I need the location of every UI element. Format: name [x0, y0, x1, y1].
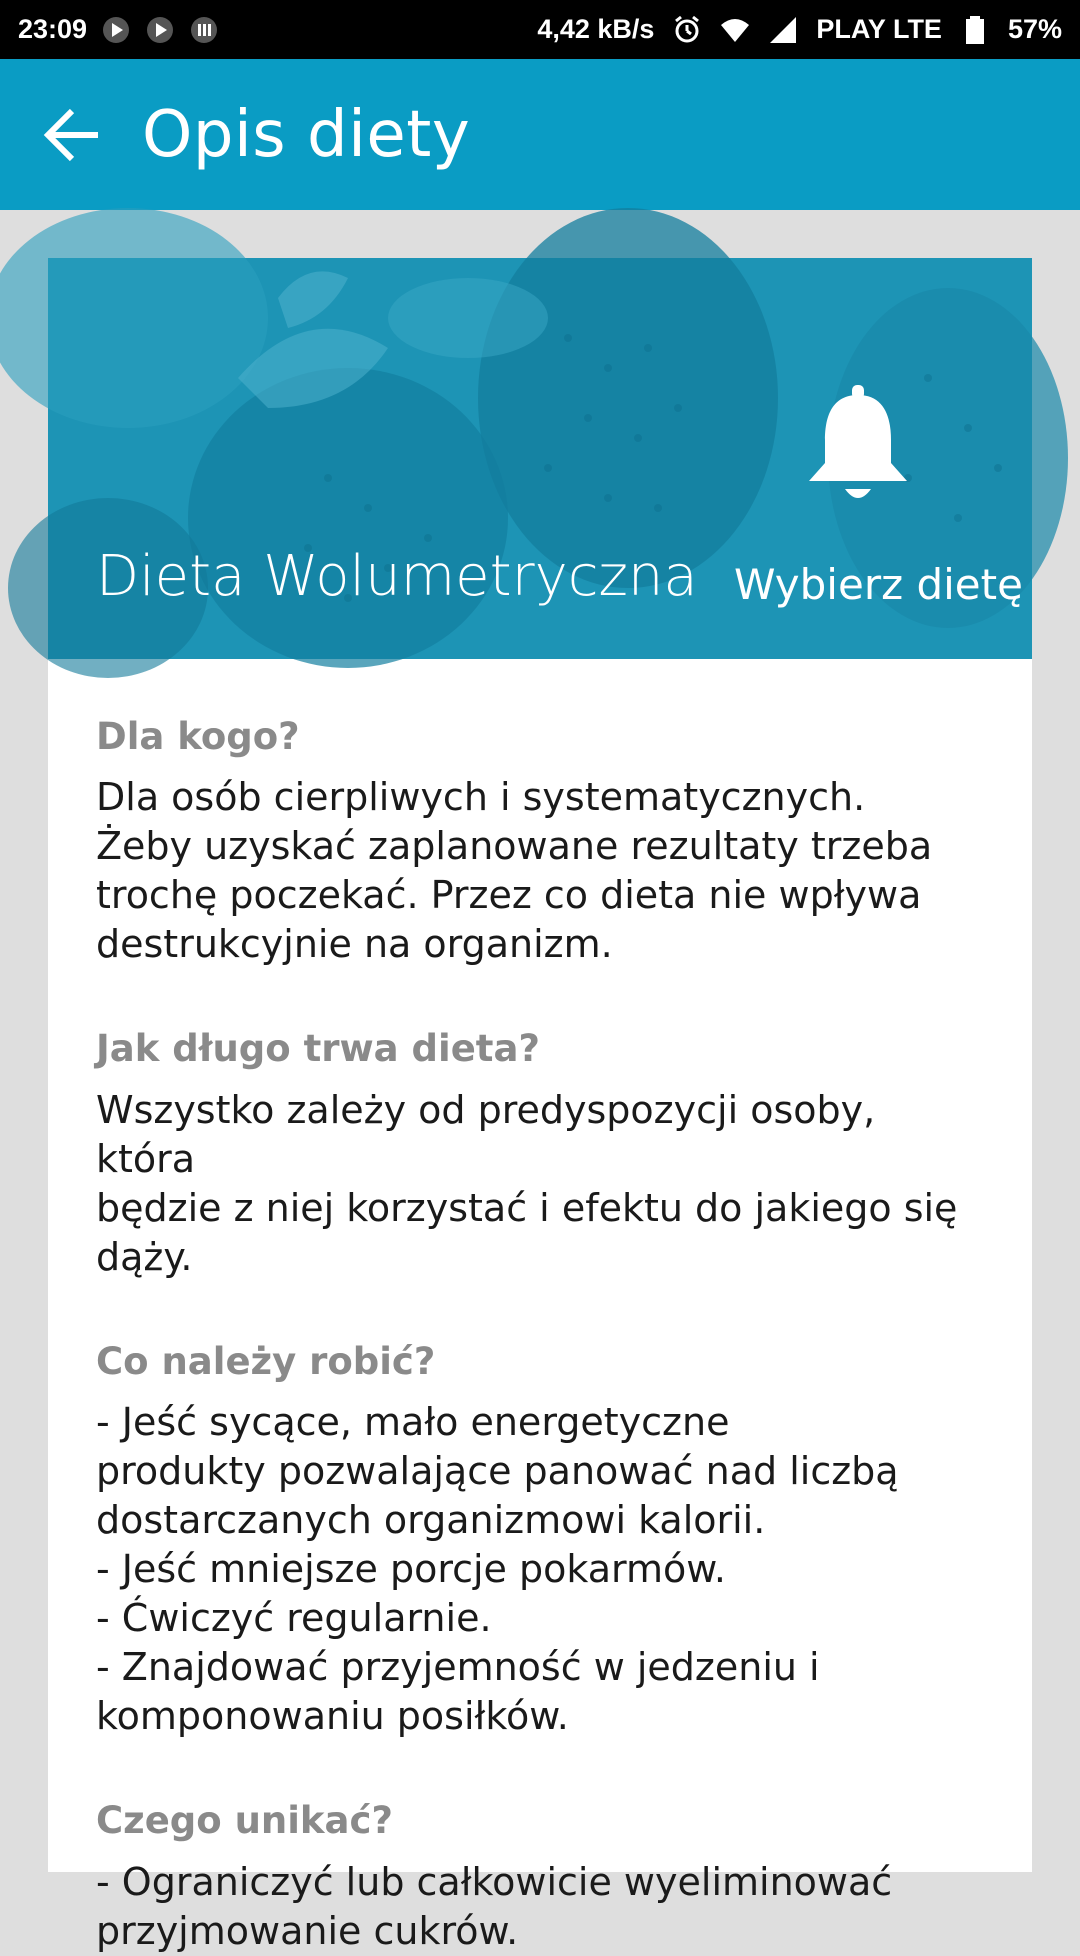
diet-name: Dieta Wolumetryczna — [96, 544, 698, 609]
page-title: Opis diety — [142, 97, 471, 172]
section-body: Dla osób cierpliwych i systematycznych. Żeby uzyskać zaplanowane rezultaty trzeba trochę poczekać. Przez co dieta nie wpływa destrukcyjnie na organizm. — [96, 775, 933, 967]
play-notification-icon — [101, 15, 131, 45]
section-todo — [96, 1340, 984, 1741]
section-heading: Czego unikać? — [96, 1799, 393, 1843]
status-time: 23:09 — [18, 14, 88, 44]
section-duration — [96, 1027, 984, 1281]
section-body: Wszystko zależy od predyspozycji osoby, która będzie z niej korzystać i efektu do jakiego się dąży. — [96, 1087, 958, 1279]
diet-description — [48, 659, 1032, 1956]
bell-icon — [803, 385, 913, 513]
battery-percent: 57% — [1007, 14, 1062, 44]
diet-hero — [48, 258, 1032, 659]
choose-diet-button[interactable]: Wybierz dietę — [734, 560, 1023, 609]
section-body: - Ograniczyć lub całkowicie wyeliminować przyjmowanie cukrów. — [96, 1859, 893, 1953]
wifi-icon — [720, 15, 750, 45]
carrier-name: PLAY LTE — [816, 14, 942, 44]
status-bar — [0, 0, 1080, 59]
play-notification-icon-2 — [145, 15, 175, 45]
app-bar — [0, 59, 1080, 210]
alarm-icon — [672, 15, 702, 45]
section-heading: Jak długo trwa dieta? — [96, 1027, 540, 1071]
section-body: - Jeść sycące, mało energetyczne produkty pozwalające panować nad liczbą dostarczanych organizmowi kalorii. - Jeść mniejsze porcje pokarmów. - Ćwiczyć regularnie. - Znajdować przyjemność w jedzeniu i komponowaniu posiłków. — [96, 1400, 899, 1739]
notification-bell-button[interactable] — [800, 384, 916, 514]
arrow-back-icon — [42, 105, 102, 165]
section-who — [96, 715, 984, 969]
back-button[interactable] — [36, 99, 108, 171]
signal-icon — [768, 15, 798, 45]
diet-card — [48, 258, 1032, 1953]
network-speed: 4,42 kB/s — [537, 14, 655, 44]
section-avoid — [96, 1799, 984, 1955]
section-heading: Co należy robić? — [96, 1339, 436, 1383]
app-notification-icon — [189, 15, 219, 45]
section-heading: Dla kogo? — [96, 715, 300, 758]
battery-icon — [960, 15, 990, 45]
